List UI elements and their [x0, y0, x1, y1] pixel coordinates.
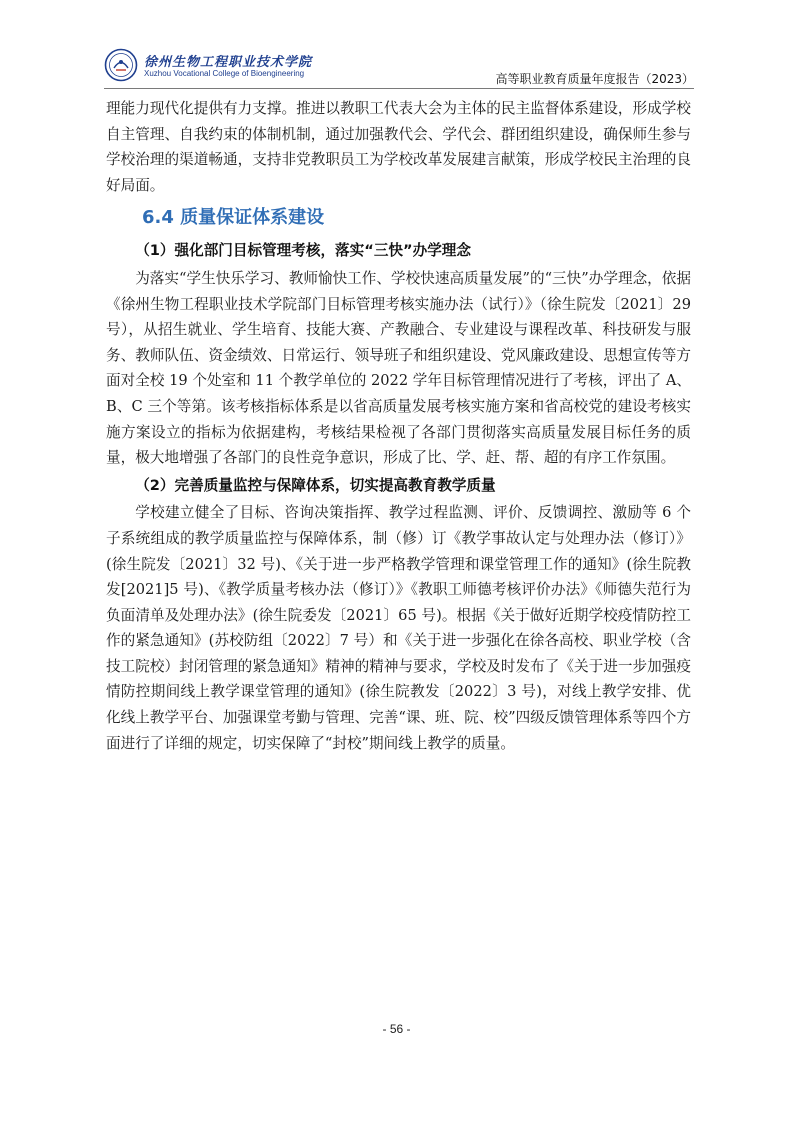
page-content: [106, 96, 691, 756]
subsection-heading-2: （2）完善质量监控与保障体系，切实提高教育教学质量: [135, 476, 496, 494]
header-divider: [104, 88, 694, 89]
subsection-paragraph-1: 为落实“学生快乐学习、教师愉快工作、学校快速高质量发展”的“三快”办学理念，依据《徐州生物工程职业技术学院部门目标管理考核实施办法（试行）》（徐生院发〔2021〕29 号），从招生就业、学生培育、技能大赛、产教融合、专业建设与课程改革、科技研发与服务、教师队伍、资金绩效、日常运行、领导班子和组织建设、党风廉政建设、思想宣传等方面对全校 19 个处室和 11 个教学单位的 2022 学年目标管理情况进行了考核，评出了 A、B、C 三个等第。该考核指标体系是以省高质量发展考核实施方案和省高校党的建设考核实施方案设立的指标为依据建构，考核结果检视了各部门贯彻落实高质量发展目标任务的质量，极大地增强了各部门的良性竞争意识，形成了比、学、赶、帮、超的有序工作氛围。: [106, 269, 691, 467]
report-title: 高等职业教育质量年度报告（2023）: [495, 72, 694, 86]
subsection-paragraph-2: 学校建立健全了目标、咨询决策指挥、教学过程监测、评价、反馈调控、激励等 6 个子系统组成的教学质量监控与保障体系，制（修）订《教学事故认定与处理办法（修订）》(徐生院发〔2021〕32 号)、《关于进一步严格教学管理和课堂管理工作的通知》(徐生院教发[2021]5 号)、《教学质量考核办法（修订）》《教职工师德考核评价办法》《师德失范行为负面清单及处理办法》(徐生院委发〔2021〕65 号)。根据《关于做好近期学校疫情防控工作的紧急通知》(苏校防组〔2022〕7 号）和《关于进一步强化在徐各高校、职业学校（含技工院校）封闭管理的紧急通知》精神的精神与要求，学校及时发布了《关于进一步加强疫情防控期间线上教学课堂管理的通知》(徐生院教发〔2022〕3 号)，对线上教学安排、优化线上教学平台、加强课堂考勤与管理、完善“课、班、院、校”四级反馈管理体系等四个方面进行了详细的规定，切实保障了“封校”期间线上教学的质量。: [106, 504, 691, 752]
intro-paragraph: 理能力现代化提供有力支撑。推进以教职工代表大会为主体的民主监督体系建设，形成学校自主管理、自我约束的体制机制，通过加强教代会、学代会、群团组织建设，确保师生参与学校治理的渠道畅通，支持非党教职员工为学校改革发展建言献策，形成学校民主治理的良好局面。: [106, 100, 691, 194]
school-name-cn: 徐州生物工程职业技术学院: [144, 55, 313, 70]
page-header: [104, 44, 694, 90]
school-name-en: Xuzhou Vocational College of Bioengineering: [144, 69, 305, 78]
subsection-heading-1: （1）强化部门目标管理考核，落实“三快”办学理念: [135, 242, 471, 260]
college-seal-icon: [104, 48, 138, 82]
page-number: - 56 -: [382, 1022, 411, 1036]
section-title: 6.4 质量保证体系建设: [142, 207, 325, 229]
